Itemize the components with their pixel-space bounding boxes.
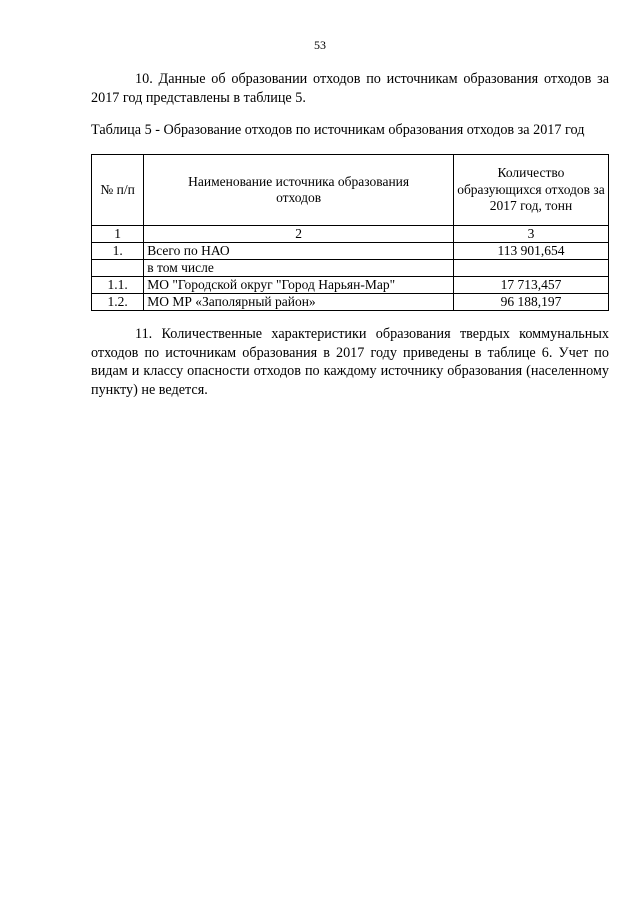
column-number-1: 1: [92, 226, 144, 243]
table-caption: Таблица 5 - Образование отходов по источникам образования отходов за 2017 год: [91, 122, 585, 138]
table-row: [92, 243, 609, 260]
page-number: 53: [314, 38, 326, 52]
header-quantity: Количество образующихся отходов за 2017 год, тонн: [453, 155, 608, 226]
waste-table: [91, 154, 609, 311]
row-number: 1.1.: [92, 277, 144, 294]
header-number: № п/п: [92, 155, 144, 226]
table-row: [92, 277, 609, 294]
row-quantity: 96 188,197: [453, 294, 608, 311]
row-number: [92, 260, 144, 277]
row-source-name: Всего по НАО: [144, 243, 454, 260]
table-header-row: [92, 155, 609, 226]
row-quantity: 113 901,654: [453, 243, 608, 260]
paragraph-11: 11. Количественные характеристики образования твердых коммунальных отходов по источникам образования в 2017 году приведены в таблице 6. Учет по видам и классу опасности отходов по каждому источнику образования (населенному пункту) не ведется.: [91, 326, 609, 398]
row-quantity: [453, 260, 608, 277]
column-number-2: 2: [144, 226, 454, 243]
row-number: 1.: [92, 243, 144, 260]
row-quantity: 17 713,457: [453, 277, 608, 294]
header-source-name: Наименование источника образования отходов: [144, 155, 454, 226]
row-number: 1.2.: [92, 294, 144, 311]
row-source-name: МО МР «Заполярный район»: [144, 294, 454, 311]
column-number-row: [92, 226, 609, 243]
row-source-name: в том числе: [144, 260, 454, 277]
table-row: [92, 260, 609, 277]
column-number-3: 3: [453, 226, 608, 243]
row-source-name: МО "Городской округ "Город Нарьян-Мар": [144, 277, 454, 294]
table-row: [92, 294, 609, 311]
paragraph-10: 10. Данные об образовании отходов по источникам образования отходов за 2017 год представлены в таблице 5.: [91, 71, 609, 106]
